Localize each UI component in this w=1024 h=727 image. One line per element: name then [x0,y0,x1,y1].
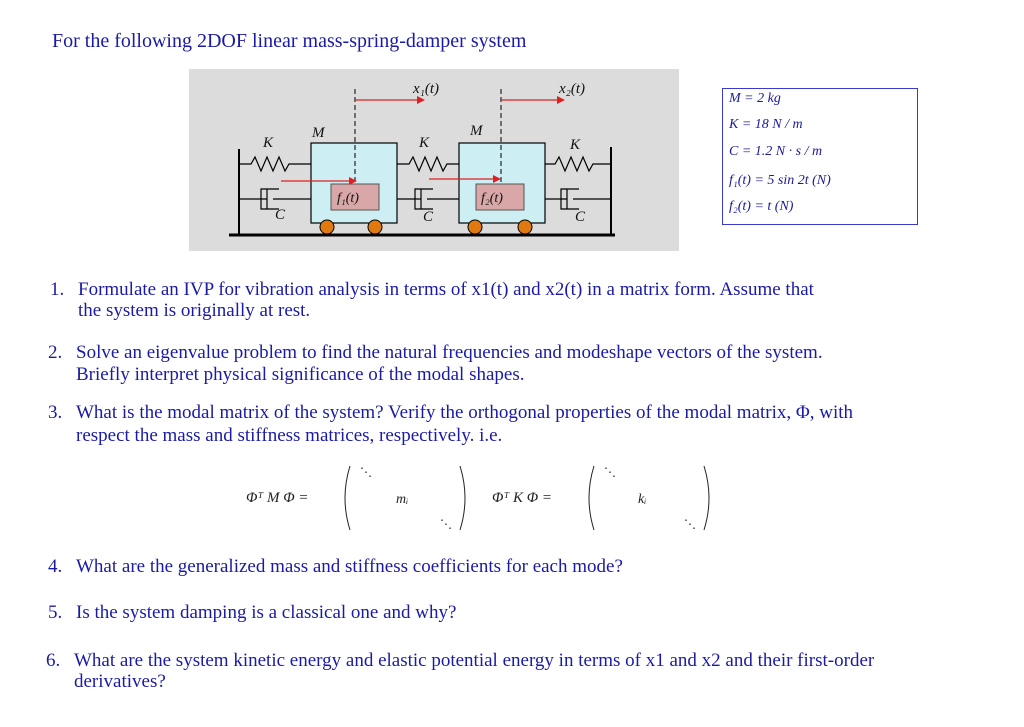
equation-lhs-mass: Φᵀ M Φ = [246,490,309,506]
param-force-2: f₂(t) = t (N) [729,199,794,214]
f1-label: f₁(t) [337,191,359,206]
wheel [518,220,532,234]
question-5: 5. Is the system damping is a classical one and why? [48,602,457,623]
question-4: 4. What are the generalized mass and stiffness coefficients for each mode? [48,556,623,577]
wheel [468,220,482,234]
equation-lhs-stiffness: Φᵀ K Φ = [492,490,553,506]
question-2: 2. Solve an eigenvalue problem to find the natural frequencies and modeshape vectors of the system. Briefly interpret physical significance of the modal shapes. [48,342,823,385]
param-stiffness: K = 18 N / m [729,117,803,132]
x2-label: x₂(t) [559,81,586,97]
mass-block-2 [459,143,545,223]
spring-right-label: K [570,137,581,153]
diagonal-entry-stiffness: kᵢ [638,492,647,507]
mass-left-label: M [312,125,325,141]
mass-spring-damper-figure [189,69,679,251]
param-force-1: f₁(t) = 5 sin 2t (N) [729,173,831,188]
diagonal-entry-mass: mᵢ [396,492,409,507]
x1-label: x₁(t) [413,81,440,97]
diagonal-matrix-stiffness [584,462,714,534]
mass-right-label: M [470,123,483,139]
param-damping: C = 1.2 N · s / m [729,144,823,159]
question-3: 3. What is the modal matrix of the system? Verify the orthogonal properties of the modal matrix, Φ, with respect the mass and stiffness matrices, respectively. i.e. [48,402,854,446]
wheel [368,220,382,234]
svg-text:⋱: ⋱ [684,517,696,531]
svg-text:⋱: ⋱ [440,517,452,531]
wheel [320,220,334,234]
question-6: 6. What are the system kinetic energy and elastic potential energy in terms of x1 and x2 and their first-order derivatives? [46,650,875,692]
svg-text:⋱: ⋱ [360,465,372,479]
parameters-box [722,88,918,225]
svg-text:⋱: ⋱ [604,465,616,479]
damper-left-label: C [275,207,286,223]
question-1: 1. Formulate an IVP for vibration analysis in terms of x1(t) and x2(t) in a matrix form. Assume that the system is originally at rest. [50,279,814,321]
spring-middle-label: K [419,135,430,151]
spring-left-label: K [263,135,274,151]
param-mass: M = 2 kg [729,91,781,106]
mass-block-1 [311,143,397,223]
damper-middle-label: C [423,209,434,225]
damper-right-label: C [575,209,586,225]
f2-label: f₂(t) [481,191,503,206]
orthogonality-equations [240,462,720,534]
page-title: For the following 2DOF linear mass-spring-damper system [52,30,527,52]
